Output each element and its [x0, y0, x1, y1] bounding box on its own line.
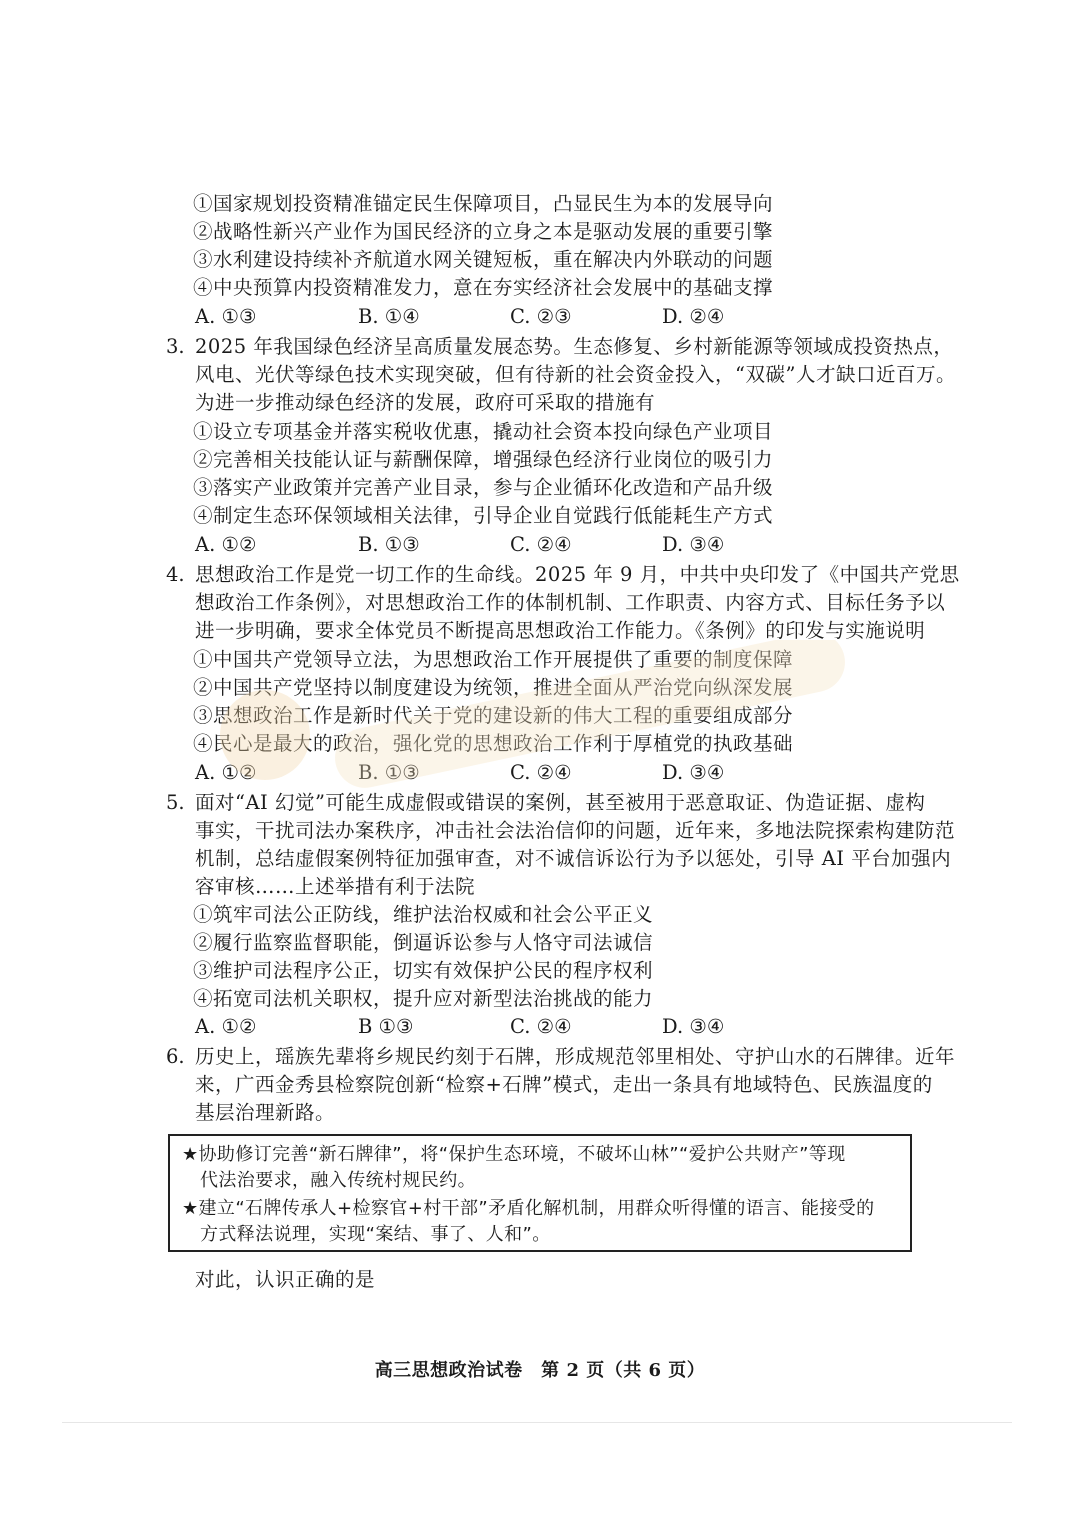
q6-stem-line-3: 基层治理新路。: [195, 1101, 336, 1124]
q3-option-2: ②完善相关技能认证与薪酬保障，增强绿色经济行业岗位的吸引力: [193, 448, 774, 471]
page-footer: 高三思想政治试卷 第 2 页（共 6 页）: [374, 1360, 706, 1381]
q4-option-1: ①中国共产党领导立法，为思想政治工作开展提供了重要的制度保障: [193, 648, 794, 671]
material-line-4: 方式释法说理，实现“案结、事了、人和”。: [200, 1224, 551, 1245]
q6-question-tail: 对此，认识正确的是: [195, 1268, 376, 1291]
q4-option-2: ②中国共产党坚持以制度建设为统领，推进全面从严治党向纵深发展: [193, 676, 794, 699]
q2-choice-d: D. ②④: [662, 305, 725, 328]
q3-choice-d: D. ③④: [662, 533, 725, 556]
q4-choice-c: C. ②④: [510, 761, 572, 784]
q5-choice-b: B ①③: [358, 1015, 414, 1038]
q5-stem-line-1: 面对“AI 幻觉”可能生成虚假或错误的案例，甚至被用于恶意取证、伪造证据、虚构: [195, 791, 926, 814]
q3-option-4: ④制定生态环保领域相关法律，引导企业自觉践行低能耗生产方式: [193, 504, 774, 527]
q6-number: 6.: [166, 1045, 185, 1068]
q2-choice-b: B. ①④: [358, 305, 420, 328]
q5-choice-d: D. ③④: [662, 1015, 725, 1038]
q4-choice-d: D. ③④: [662, 761, 725, 784]
q2-option-1: ①国家规划投资精准锚定民生保障项目，凸显民生为本的发展导向: [193, 192, 774, 215]
q4-stem-line-3: 进一步明确，要求全体党员不断提高思想政治工作能力。《条例》的印发与实施说明: [195, 619, 926, 642]
q4-choice-a: A. ①②: [195, 761, 257, 784]
q4-choice-b: B. ①③: [358, 761, 420, 784]
q3-choice-b: B. ①③: [358, 533, 420, 556]
material-line-2: 代法治要求，融入传统村规民约。: [200, 1170, 476, 1191]
q3-stem-line-1: 2025 年我国绿色经济呈高质量发展态势。生态修复、乡村新能源等领域成投资热点，: [195, 335, 954, 358]
q5-option-2: ②履行监察监督职能，倒逼诉讼参与人恪守司法诚信: [193, 931, 654, 954]
q5-choice-a: A. ①②: [195, 1015, 257, 1038]
q5-option-4: ④拓宽司法机关职权，提升应对新型法治挑战的能力: [193, 987, 654, 1010]
q5-option-3: ③维护司法程序公正，切实有效保护公民的程序权利: [193, 959, 654, 982]
q6-stem-line-1: 历史上，瑶族先辈将乡规民约刻于石牌，形成规范邻里相处、守护山水的石牌律。近年: [195, 1045, 956, 1068]
q4-stem-line-1: 思想政治工作是党一切工作的生命线。2025 年 9 月，中共中央印发了《中国共产党思: [195, 563, 960, 586]
q5-stem-line-2: 事实，干扰司法办案秩序，冲击社会法治信仰的问题，近年来，多地法院探索构建防范: [195, 819, 956, 842]
q2-option-3: ③水利建设持续补齐航道水网关键短板，重在解决内外联动的问题: [193, 248, 774, 271]
q2-choice-c: C. ②③: [510, 305, 572, 328]
q2-choice-a: A. ①③: [195, 305, 257, 328]
q3-option-1: ①设立专项基金并落实税收优惠，撬动社会资本投向绿色产业项目: [193, 420, 774, 443]
q4-option-3: ③思想政治工作是新时代关于党的建设新的伟大工程的重要组成部分: [193, 704, 794, 727]
material-line-1: ★协助修订完善“新石牌律”，将“保护生态环境，不破坏山林”“爱护公共财产”等现: [182, 1144, 846, 1165]
q3-number: 3.: [166, 335, 185, 358]
q3-stem-line-3: 为进一步推动绿色经济的发展，政府可采取的措施有: [195, 391, 656, 414]
q2-option-4: ④中央预算内投资精准发力，意在夯实经济社会发展中的基础支撑: [193, 276, 774, 299]
q5-number: 5.: [166, 791, 185, 814]
q5-stem-line-3: 机制，总结虚假案例特征加强审查，对不诚信诉讼行为予以惩处，引导 AI 平台加强内: [195, 847, 952, 870]
material-line-3: ★建立“石牌传承人+检察官+村干部”矛盾化解机制，用群众听得懂的语言、能接受的: [182, 1198, 875, 1219]
q5-option-1: ①筑牢司法公正防线，维护法治权威和社会公平正义: [193, 903, 654, 926]
q6-stem-line-2: 来，广西金秀县检察院创新“检察+石牌”模式，走出一条具有地域特色、民族温度的: [195, 1073, 933, 1096]
q3-option-3: ③落实产业政策并完善产业目录，参与企业循环化改造和产品升级: [193, 476, 774, 499]
q5-stem-line-4: 容审核……上述举措有利于法院: [195, 875, 476, 898]
q4-number: 4.: [166, 563, 185, 586]
q4-stem-line-2: 想政治工作条例》，对思想政治工作的体制机制、工作职责、内容方式、目标任务予以: [195, 591, 946, 614]
q3-stem-line-2: 风电、光伏等绿色技术实现突破，但有待新的社会资金投入，“双碳”人才缺口近百万。: [195, 363, 956, 386]
q3-choice-c: C. ②④: [510, 533, 572, 556]
q4-option-4: ④民心是最大的政治，强化党的思想政治工作利于厚植党的执政基础: [193, 732, 794, 755]
material-box: [168, 1134, 912, 1252]
q2-option-2: ②战略性新兴产业作为国民经济的立身之本是驱动发展的重要引擎: [193, 220, 774, 243]
bottom-divider: [62, 1422, 1012, 1423]
q5-choice-c: C. ②④: [510, 1015, 572, 1038]
q3-choice-a: A. ①②: [195, 533, 257, 556]
